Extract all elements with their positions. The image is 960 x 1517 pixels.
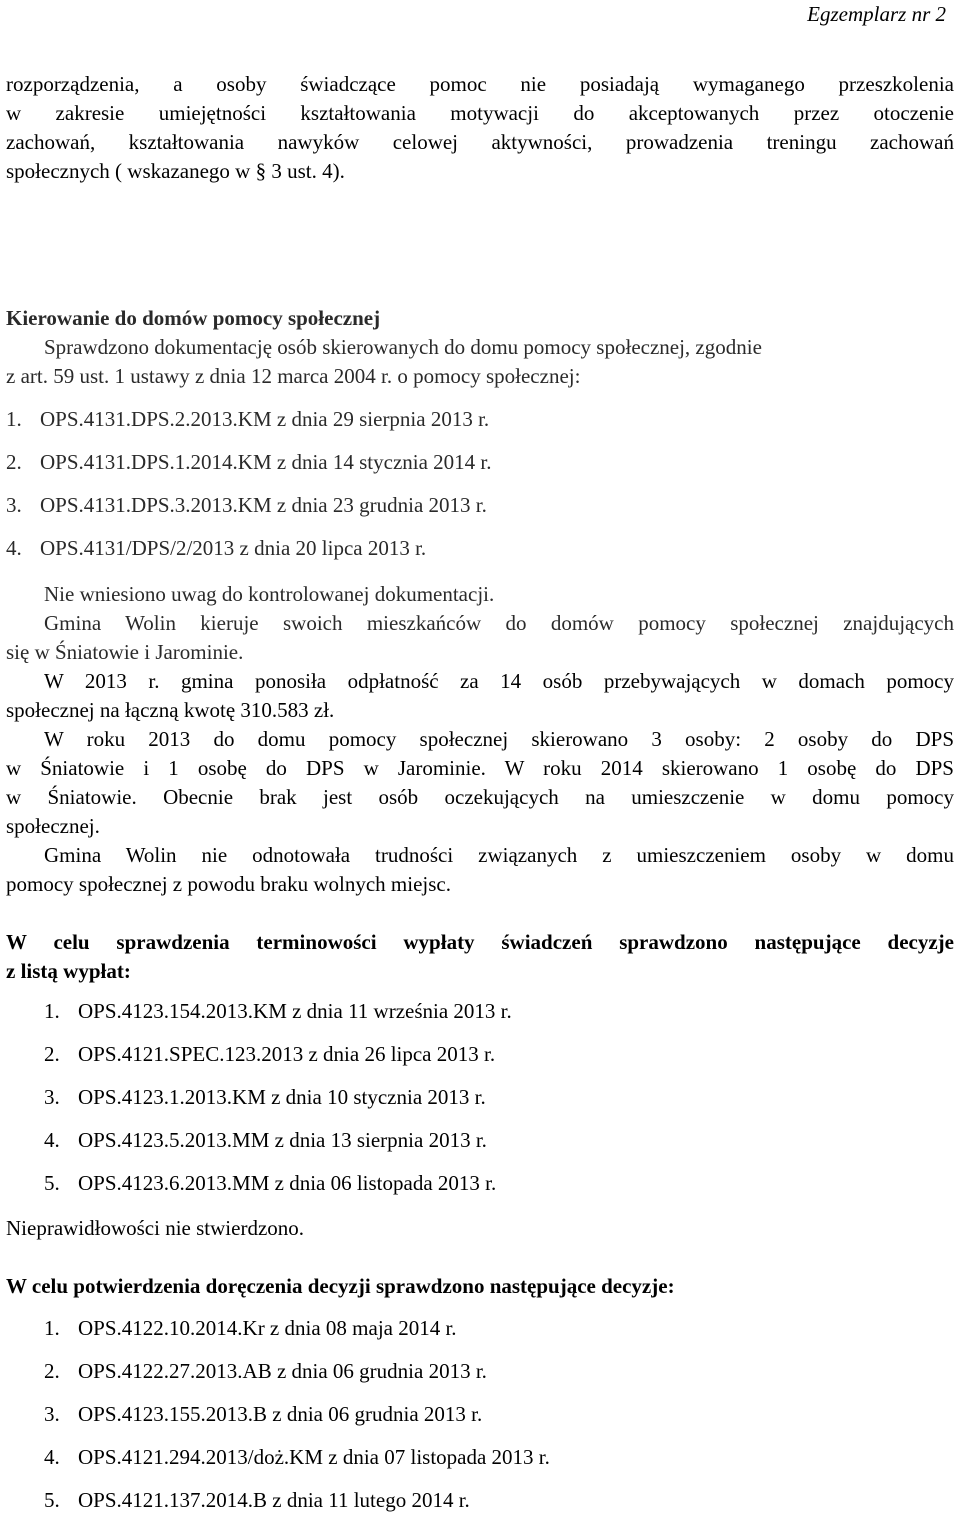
dps-para-line: Gmina Wolin nie odnotowała trudności związanych z umieszczeniem osoby w domu [44,843,954,867]
list-number: 1. [6,407,22,431]
dps-para-line: pomocy społecznej z powodu braku wolnych miejsc. [6,872,451,896]
list-text: OPS.4121.137.2014.B z dnia 11 lutego 2014 r. [78,1488,470,1512]
list-number: 4. [44,1128,60,1152]
dps-para-line: w Śniatowie i 1 osobę do DPS w Jarominie. W roku 2014 skierowano 1 osobę do DPS [6,756,954,780]
list-number: 5. [44,1171,60,1195]
list-text: OPS.4131.DPS.3.2013.KM z dnia 23 grudnia 2013 r. [40,493,487,517]
dps-para-line: W 2013 r. gmina ponosiła odpłatność za 14 osób przebywających w domach pomocy [44,669,954,693]
list-text: OPS.4122.27.2013.AB z dnia 06 grudnia 2013 r. [78,1359,487,1383]
dps-list-item [6,448,492,477]
payments-list-item [44,1169,496,1198]
list-number: 4. [6,536,22,560]
list-text: OPS.4121.SPEC.123.2013 z dnia 26 lipca 2013 r. [78,1042,496,1066]
delivery-list-item [44,1443,550,1472]
list-number: 3. [44,1085,60,1109]
list-text: OPS.4131/DPS/2/2013 z dnia 20 lipca 2013 r. [40,536,427,560]
list-text: OPS.4131.DPS.2.2013.KM z dnia 29 sierpnia 2013 r. [40,407,490,431]
payments-list-item [44,1040,495,1069]
dps-para-line: Gmina Wolin kieruje swoich mieszkańców do domów pomocy społecznej znajdujących [44,611,954,635]
list-text: OPS.4123.6.2013.MM z dnia 06 listopada 2013 r. [78,1171,497,1195]
dps-para-line: się w Śniatowie i Jarominie. [6,640,244,664]
list-number: 1. [44,999,60,1023]
list-number: 3. [6,493,22,517]
list-text: OPS.4131.DPS.1.2014.KM z dnia 14 stycznia 2014 r. [40,450,492,474]
dps-para-line: W roku 2013 do domu pomocy społecznej skierowano 3 osoby: 2 osoby do DPS [44,727,954,751]
copy-number-label: Egzemplarz nr 2 [807,2,946,26]
list-text: OPS.4123.154.2013.KM z dnia 11 września 2013 r. [78,999,512,1023]
dps-para-line: Nie wniesiono uwag do kontrolowanej dokumentacji. [44,582,495,606]
section-heading-delivery: W celu potwierdzenia doręczenia decyzji sprawdzono następujące decyzje: [6,1274,675,1298]
intro-line: zachowań, kształtowania nawyków celowej aktywności, prowadzenia treningu zachowań [6,130,954,154]
dps-para-line: społecznej na łączną kwotę 310.583 zł. [6,698,335,722]
list-number: 2. [44,1359,60,1383]
list-number: 2. [44,1042,60,1066]
delivery-list-item [44,1486,470,1515]
payments-list-item [44,1126,487,1155]
list-number: 2. [6,450,22,474]
payments-conclusion: Nieprawidłowości nie stwierdzono. [6,1216,305,1240]
list-text: OPS.4121.294.2013/doż.KM z dnia 07 listopada 2013 r. [78,1445,550,1469]
dps-para-line: w Śniatowie. Obecnie brak jest osób oczekujących na umieszczenie w domu pomocy [6,785,954,809]
section-heading-dps: Kierowanie do domów pomocy społecznej [6,306,381,330]
dps-list-item [6,405,489,434]
list-text: OPS.4123.5.2013.MM z dnia 13 sierpnia 2013 r. [78,1128,487,1152]
delivery-list-item [44,1314,457,1343]
delivery-list-item [44,1357,487,1386]
dps-para-line: społecznej. [6,814,100,838]
list-number: 3. [44,1402,60,1426]
section-heading-payments: z listą wypłat: [6,959,131,983]
intro-line: rozporządzenia, a osoby świadczące pomoc nie posiadają wymaganego przeszkolenia [6,72,954,96]
list-number: 4. [44,1445,60,1469]
list-text: OPS.4123.1.2013.KM z dnia 10 stycznia 2013 r. [78,1085,486,1109]
section-heading-payments: W celu sprawdzenia terminowości wypłaty świadczeń sprawdzono następujące decyzje [6,930,954,954]
payments-list-item [44,997,512,1026]
list-text: OPS.4123.155.2013.B z dnia 06 grudnia 2013 r. [78,1402,483,1426]
intro-line: w zakresie umiejętności kształtowania motywacji do akceptowanych przez otoczenie [6,101,954,125]
list-number: 1. [44,1316,60,1340]
list-number: 5. [44,1488,60,1512]
list-text: OPS.4122.10.2014.Kr z dnia 08 maja 2014 r. [78,1316,457,1340]
dps-list-item [6,491,487,520]
dps-list-item [6,534,426,563]
intro-line: społecznych ( wskazanego w § 3 ust. 4). [6,159,345,183]
delivery-list-item [44,1400,482,1429]
payments-list-item [44,1083,486,1112]
dps-intro-line: z art. 59 ust. 1 ustawy z dnia 12 marca 2004 r. o pomocy społecznej: [6,364,581,388]
dps-intro-line: Sprawdzono dokumentację osób skierowanych do domu pomocy społecznej, zgodnie [44,335,762,359]
